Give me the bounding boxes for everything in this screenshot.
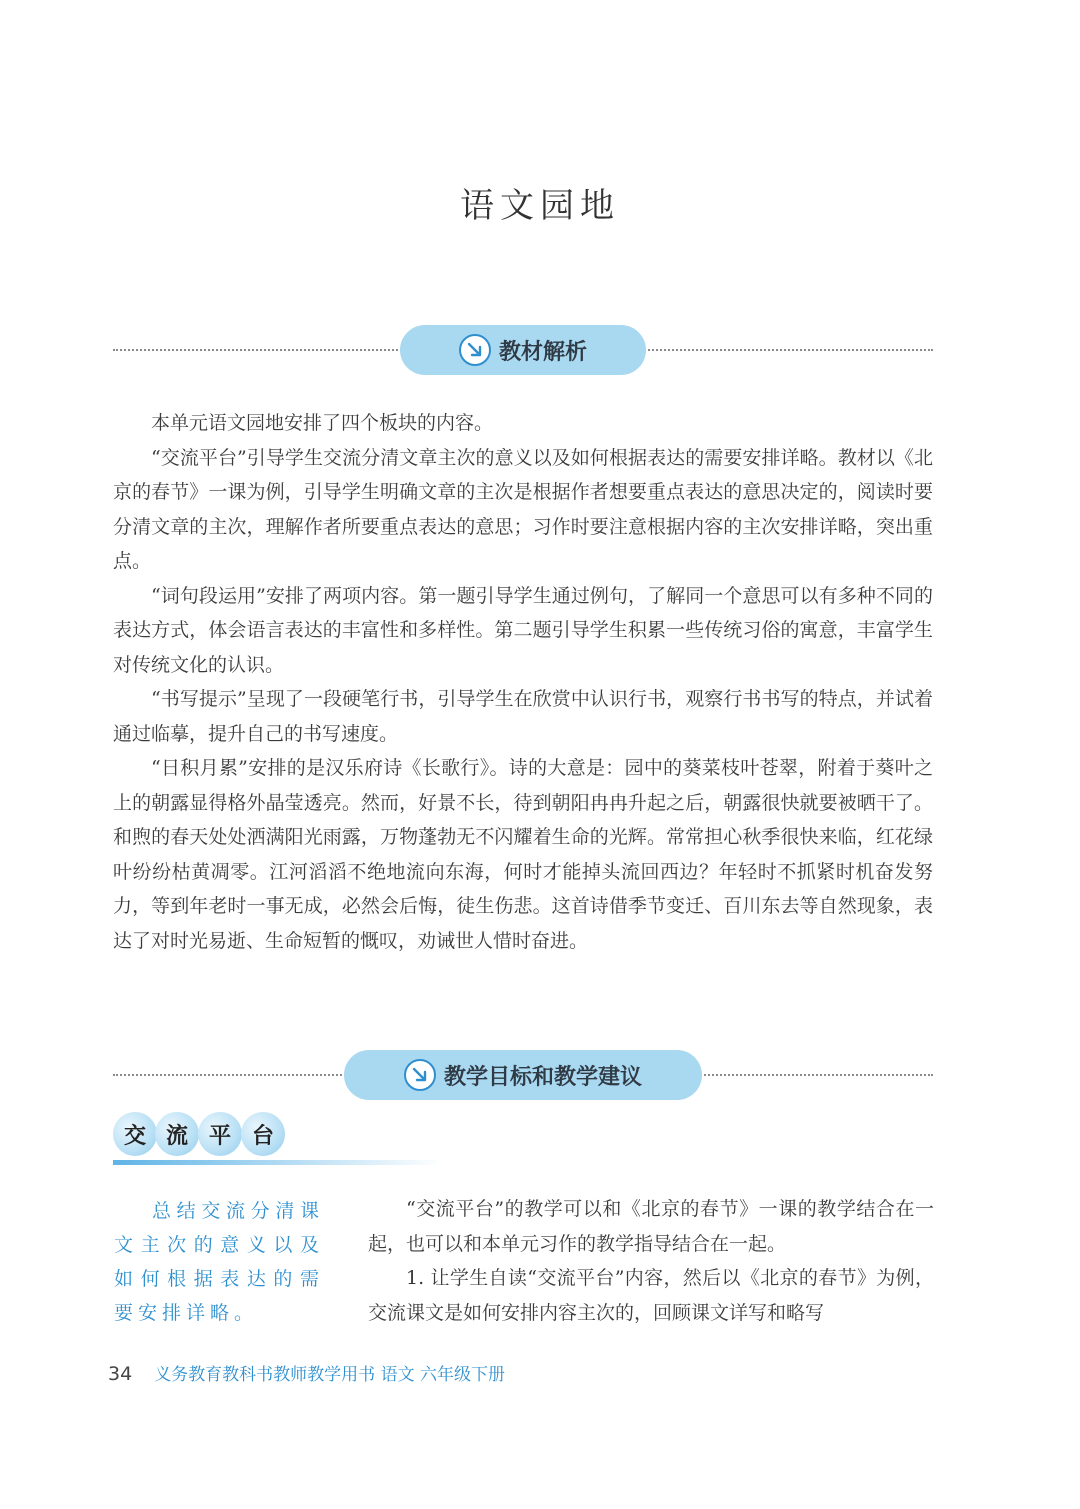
paragraph: “交流平台”引导学生交流分清文章主次的意义以及如何根据表达的需要安排详略。教材以《北京的春节》一课为例，引导学生明确文章的主次是根据作者想要重点表达的意思决定的，阅读时要分清文章的主次，理解作者所要重点表达的意思；习作时要注意根据内容的主次安排详略，突出重点。 — [113, 446, 933, 572]
book-title: 义务教育教科书教师教学用书 语文 六年级下册 — [154, 1365, 505, 1385]
paragraph: 本单元语文园地安排了四个板块的内容。 — [151, 412, 494, 434]
section-title: 教学目标和教学建议 — [443, 1064, 642, 1090]
main-column — [368, 1192, 934, 1330]
page-title: 语文园地 — [460, 186, 620, 226]
page-footer — [108, 1360, 505, 1385]
section-header-teaching-goals — [113, 1050, 933, 1100]
section-header-textbook-analysis — [113, 325, 933, 375]
analysis-body — [113, 406, 933, 958]
gradient-underline — [113, 1160, 443, 1165]
paragraph: “词句段运用”安排了两项内容。第一题引导学生通过例句，了解同一个意思可以有多种不同的表达方式，体会语言表达的丰富性和多样性。第二题引导学生积累一些传统习俗的寓意，丰富学生对传统文化的认识。 — [113, 584, 933, 676]
paragraph: “交流平台”的教学可以和《北京的春节》一课的教学结合在一起，也可以和本单元习作的教学指导结合在一起。 — [368, 1198, 934, 1255]
arrow-down-right-icon — [404, 1059, 436, 1091]
section-title: 教材解析 — [498, 339, 587, 365]
paragraph: “书写提示”呈现了一段硬笔行书，引导学生在欣赏中认识行书，观察行书书写的特点，并试着通过临摹，提升自己的书写速度。 — [113, 688, 933, 745]
subsection-tag-exchange-platform — [113, 1112, 443, 1168]
tag-char: 台 — [241, 1112, 285, 1156]
section-pill — [400, 325, 646, 375]
section-pill — [344, 1050, 702, 1100]
tag-char: 平 — [198, 1112, 242, 1156]
tag-char: 交 — [113, 1112, 157, 1156]
page-number: 34 — [108, 1363, 133, 1385]
tag-char: 流 — [155, 1112, 199, 1156]
arrow-down-right-icon — [459, 334, 491, 366]
side-note-text: 总结交流分清课文主次的意义以及如何根据表达的需要安排详略。 — [114, 1200, 324, 1324]
side-note — [114, 1194, 324, 1330]
paragraph: “日积月累”安排的是汉乐府诗《长歌行》。诗的大意是：园中的葵菜枝叶苍翠，附着于葵叶之上的朝露显得格外晶莹透亮。然而，好景不长，待到朝阳冉冉升起之后，朝露很快就要被晒干了。和煦的春天处处洒满阳光雨露，万物蓬勃无不闪耀着生命的光辉。常常担心秋季很快来临，红花绿叶纷纷枯黄凋零。江河滔滔不绝地流向东海，何时才能掉头流回西边？年轻时不抓紧时机奋发努力，等到年老时一事无成，必然会后悔，徒生伤悲。这首诗借季节变迁、百川东去等自然现象，表达了对时光易逝、生命短暂的慨叹，劝诫世人惜时奋进。 — [113, 757, 933, 952]
paragraph: 1. 让学生自读“交流平台”内容，然后以《北京的春节》为例，交流课文是如何安排内容主次的，回顾课文详写和略写 — [368, 1267, 934, 1324]
